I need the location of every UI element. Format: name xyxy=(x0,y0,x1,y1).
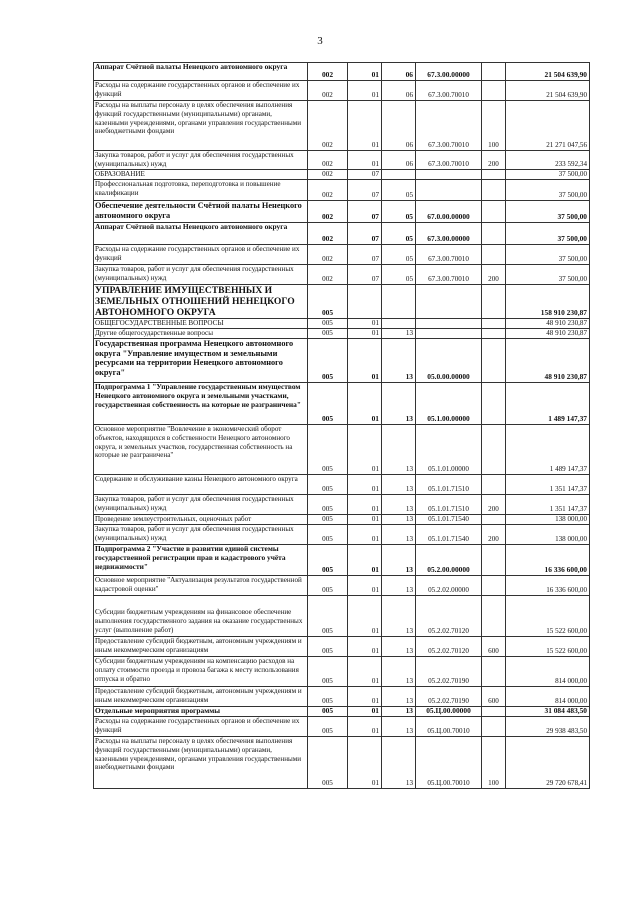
row-section-code: 01 xyxy=(348,151,382,170)
table-row xyxy=(94,81,590,101)
row-section-code: 01 xyxy=(348,329,382,339)
row-section-code: 01 xyxy=(348,707,382,717)
row-ved-code: 002 xyxy=(308,63,348,81)
row-subsection-code: 06 xyxy=(382,81,416,101)
row-name: Закупка товаров, работ и услуг для обеспечения государственных (муниципальных) нужд xyxy=(94,495,308,515)
row-name: Подпрограмма 1 "Управление государственным имуществом Ненецкого автономного округа и земельными участками, государственная собственность на которые не разграничена" xyxy=(94,383,308,425)
row-expense-type-code: 100 xyxy=(482,101,506,151)
row-ved-code: 005 xyxy=(308,285,348,319)
row-name: Профессиональная подготовка, переподготовка и повышение квалификации xyxy=(94,180,308,201)
row-ved-code: 005 xyxy=(308,737,348,789)
row-name: Закупка товаров, работ и услуг для обеспечения государственных (муниципальных) нужд xyxy=(94,265,308,285)
row-subsection-code: 13 xyxy=(382,475,416,495)
row-expense-type-code: 200 xyxy=(482,151,506,170)
row-ved-code: 005 xyxy=(308,717,348,737)
row-amount: 29 720 678,41 xyxy=(506,737,590,789)
row-target-code: 67.0.00.00000 xyxy=(416,201,482,223)
row-ved-code: 005 xyxy=(308,475,348,495)
row-ved-code: 005 xyxy=(308,545,348,576)
row-subsection-code: 13 xyxy=(382,596,416,637)
row-section-code: 01 xyxy=(348,339,382,383)
row-amount: 37 500,00 xyxy=(506,265,590,285)
row-amount: 48 910 230,87 xyxy=(506,339,590,383)
table-row xyxy=(94,285,590,319)
row-amount: 1 351 147,37 xyxy=(506,475,590,495)
table-row xyxy=(94,707,590,717)
table-body xyxy=(94,63,590,789)
row-target-code: 67.3.00.70010 xyxy=(416,265,482,285)
row-ved-code: 002 xyxy=(308,101,348,151)
row-subsection-code: 13 xyxy=(382,576,416,596)
row-expense-type-code: 200 xyxy=(482,525,506,545)
row-ved-code: 005 xyxy=(308,637,348,657)
row-target-code: 05.0.00.00000 xyxy=(416,339,482,383)
row-target-code: 05.Ц.00.70010 xyxy=(416,717,482,737)
row-section-code: 01 xyxy=(348,637,382,657)
row-target-code: 05.Ц.00.70010 xyxy=(416,737,482,789)
row-section-code: 01 xyxy=(348,525,382,545)
table-row xyxy=(94,687,590,707)
row-target-code: 05.2.00.00000 xyxy=(416,545,482,576)
row-amount: 15 522 600,00 xyxy=(506,637,590,657)
row-ved-code: 005 xyxy=(308,687,348,707)
row-target-code xyxy=(416,329,482,339)
row-subsection-code: 06 xyxy=(382,151,416,170)
table-row xyxy=(94,63,590,81)
row-ved-code: 005 xyxy=(308,383,348,425)
row-name: Содержание и обслуживание казны Ненецкого автономного округа xyxy=(94,475,308,495)
row-ved-code: 005 xyxy=(308,707,348,717)
row-target-code: 05.2.02.70190 xyxy=(416,687,482,707)
row-expense-type-code: 200 xyxy=(482,265,506,285)
row-target-code xyxy=(416,170,482,180)
row-name: Основное мероприятие "Актуализация результатов государственной кадастровой оценки" xyxy=(94,576,308,596)
row-section-code: 01 xyxy=(348,81,382,101)
table-row xyxy=(94,383,590,425)
row-subsection-code: 13 xyxy=(382,339,416,383)
table-row xyxy=(94,223,590,245)
table-row xyxy=(94,657,590,687)
row-name: Основное мероприятие "Вовлечение в экономический оборот объектов, находящихся в собственности Ненецкого автономного округа, и земельных участков, государственная собственность на которые не разграничена" xyxy=(94,425,308,475)
row-expense-type-code xyxy=(482,596,506,637)
row-expense-type-code xyxy=(482,329,506,339)
row-name: Расходы на выплаты персоналу в целях обеспечения выполнения функций государственными (муниципальными) органами, казенными учреждениями, органами управления государственными внебюджетными фондами xyxy=(94,101,308,151)
row-amount: 814 000,00 xyxy=(506,687,590,707)
row-name: УПРАВЛЕНИЕ ИМУЩЕСТВЕННЫХ И ЗЕМЕЛЬНЫХ ОТНОШЕНИЙ НЕНЕЦКОГО АВТОНОМНОГО ОКРУГА xyxy=(94,285,308,319)
row-expense-type-code xyxy=(482,81,506,101)
row-name: Другие общегосударственные вопросы xyxy=(94,329,308,339)
row-subsection-code: 13 xyxy=(382,707,416,717)
row-ved-code: 002 xyxy=(308,201,348,223)
row-name: Предоставление субсидий бюджетным, автономным учреждениям и иным некоммерческим организациям xyxy=(94,687,308,707)
row-amount: 1 489 147,37 xyxy=(506,383,590,425)
row-ved-code: 005 xyxy=(308,329,348,339)
row-section-code: 01 xyxy=(348,425,382,475)
row-section-code: 01 xyxy=(348,545,382,576)
row-ved-code: 002 xyxy=(308,81,348,101)
row-section-code: 07 xyxy=(348,265,382,285)
row-amount: 16 336 600,00 xyxy=(506,576,590,596)
row-amount: 1 351 147,37 xyxy=(506,495,590,515)
table-row xyxy=(94,265,590,285)
row-subsection-code: 05 xyxy=(382,245,416,265)
row-section-code: 01 xyxy=(348,63,382,81)
row-section-code: 01 xyxy=(348,515,382,525)
table-row xyxy=(94,425,590,475)
row-section-code: 01 xyxy=(348,475,382,495)
table-row xyxy=(94,525,590,545)
row-amount: 31 084 483,50 xyxy=(506,707,590,717)
row-expense-type-code xyxy=(482,475,506,495)
row-subsection-code: 06 xyxy=(382,101,416,151)
row-ved-code: 005 xyxy=(308,576,348,596)
row-target-code: 67.3.00.00000 xyxy=(416,223,482,245)
row-name: Субсидии бюджетным учреждениям на компенсацию расходов на оплату стоимости проезда и провоза багажа к месту использования отпуска и обратно xyxy=(94,657,308,687)
budget-table xyxy=(93,62,590,789)
row-target-code: 05.Ц.00.00000 xyxy=(416,707,482,717)
row-ved-code: 005 xyxy=(308,425,348,475)
row-name: Расходы на содержание государственных органов и обеспечение их функций xyxy=(94,81,308,101)
row-name: Проведение землеустроительных, оценочных работ xyxy=(94,515,308,525)
row-amount: 814 000,00 xyxy=(506,657,590,687)
row-subsection-code: 13 xyxy=(382,515,416,525)
row-name: Аппарат Счётной палаты Ненецкого автономного округа xyxy=(94,223,308,245)
row-subsection-code: 13 xyxy=(382,637,416,657)
row-section-code: 07 xyxy=(348,201,382,223)
row-expense-type-code xyxy=(482,339,506,383)
row-subsection-code: 13 xyxy=(382,329,416,339)
table-row xyxy=(94,717,590,737)
row-subsection-code: 13 xyxy=(382,657,416,687)
row-subsection-code: 13 xyxy=(382,495,416,515)
row-name: ОБЩЕГОСУДАРСТВЕННЫЕ ВОПРОСЫ xyxy=(94,319,308,329)
row-amount: 37 500,00 xyxy=(506,223,590,245)
row-section-code: 07 xyxy=(348,170,382,180)
row-expense-type-code xyxy=(482,319,506,329)
row-target-code: 05.1.01.71510 xyxy=(416,475,482,495)
row-name: Расходы на содержание государственных органов и обеспечение их функций xyxy=(94,245,308,265)
row-expense-type-code xyxy=(482,180,506,201)
row-expense-type-code xyxy=(482,223,506,245)
row-subsection-code: 05 xyxy=(382,223,416,245)
row-name: Обеспечение деятельности Счётной палаты Ненецкого автономного округа xyxy=(94,201,308,223)
table-row xyxy=(94,515,590,525)
row-expense-type-code: 600 xyxy=(482,687,506,707)
row-name: Подпрограмма 2 "Участие в развитии единой системы государственной регистрации прав и кадастрового учёта недвижимости" xyxy=(94,545,308,576)
row-target-code: 05.1.01.71540 xyxy=(416,515,482,525)
row-section-code: 01 xyxy=(348,319,382,329)
row-target-code: 05.1.00.00000 xyxy=(416,383,482,425)
row-amount: 37 500,00 xyxy=(506,170,590,180)
row-expense-type-code xyxy=(482,201,506,223)
row-target-code: 05.2.02.00000 xyxy=(416,576,482,596)
row-ved-code: 005 xyxy=(308,495,348,515)
row-ved-code: 002 xyxy=(308,223,348,245)
table-row xyxy=(94,495,590,515)
table-row xyxy=(94,319,590,329)
row-target-code: 05.2.02.70120 xyxy=(416,637,482,657)
row-target-code xyxy=(416,180,482,201)
row-amount: 21 504 639,90 xyxy=(506,81,590,101)
row-name: Расходы на выплаты персоналу в целях обеспечения выполнения функций государственными (муниципальными) органами, казенными учреждениями, органами управления государственными внебюджетными фондами xyxy=(94,737,308,789)
row-target-code: 67.3.00.70010 xyxy=(416,81,482,101)
row-target-code: 67.3.00.70010 xyxy=(416,151,482,170)
row-ved-code: 002 xyxy=(308,170,348,180)
row-subsection-code: 13 xyxy=(382,737,416,789)
row-target-code: 05.2.02.70190 xyxy=(416,657,482,687)
row-subsection-code: 13 xyxy=(382,525,416,545)
row-expense-type-code xyxy=(482,576,506,596)
row-target-code: 05.1.01.00000 xyxy=(416,425,482,475)
row-ved-code: 005 xyxy=(308,596,348,637)
row-expense-type-code xyxy=(482,170,506,180)
table-row xyxy=(94,737,590,789)
row-ved-code: 005 xyxy=(308,515,348,525)
row-section-code: 01 xyxy=(348,657,382,687)
row-amount: 233 592,34 xyxy=(506,151,590,170)
row-section-code: 01 xyxy=(348,717,382,737)
row-amount: 48 910 230,87 xyxy=(506,329,590,339)
row-amount: 21 271 047,56 xyxy=(506,101,590,151)
row-name: Предоставление субсидий бюджетным, автономным учреждениям и иным некоммерческим организациям xyxy=(94,637,308,657)
table-row xyxy=(94,245,590,265)
row-ved-code: 002 xyxy=(308,151,348,170)
row-expense-type-code xyxy=(482,545,506,576)
row-subsection-code: 05 xyxy=(382,201,416,223)
row-ved-code: 005 xyxy=(308,339,348,383)
row-amount: 37 500,00 xyxy=(506,245,590,265)
table-row xyxy=(94,201,590,223)
row-target-code: 05.2.02.70120 xyxy=(416,596,482,637)
table-row xyxy=(94,545,590,576)
row-section-code: 01 xyxy=(348,737,382,789)
row-section-code: 01 xyxy=(348,383,382,425)
row-subsection-code: 13 xyxy=(382,545,416,576)
row-ved-code: 002 xyxy=(308,265,348,285)
row-subsection-code: 13 xyxy=(382,717,416,737)
table-row xyxy=(94,170,590,180)
row-expense-type-code: 100 xyxy=(482,737,506,789)
table-row xyxy=(94,596,590,637)
table-row xyxy=(94,329,590,339)
row-section-code: 07 xyxy=(348,180,382,201)
row-expense-type-code xyxy=(482,515,506,525)
table-row xyxy=(94,637,590,657)
row-expense-type-code: 200 xyxy=(482,495,506,515)
row-subsection-code xyxy=(382,285,416,319)
row-expense-type-code xyxy=(482,425,506,475)
row-name: Отдельные мероприятия программы xyxy=(94,707,308,717)
row-target-code: 67.3.00.70010 xyxy=(416,245,482,265)
row-expense-type-code xyxy=(482,707,506,717)
row-amount: 21 504 639,90 xyxy=(506,63,590,81)
row-name: Аппарат Счётной палаты Ненецкого автономного округа xyxy=(94,63,308,81)
row-ved-code: 005 xyxy=(308,525,348,545)
row-expense-type-code xyxy=(482,383,506,425)
row-amount: 37 500,00 xyxy=(506,180,590,201)
table-row xyxy=(94,339,590,383)
row-expense-type-code xyxy=(482,63,506,81)
table-row xyxy=(94,151,590,170)
row-ved-code: 005 xyxy=(308,319,348,329)
row-name: Субсидии бюджетным учреждениям на финансовое обеспечение выполнения государственного задания на оказание государственных услуг (выполнение работ) xyxy=(94,596,308,637)
row-amount: 16 336 600,00 xyxy=(506,545,590,576)
row-expense-type-code: 600 xyxy=(482,637,506,657)
row-amount: 48 910 230,87 xyxy=(506,319,590,329)
row-subsection-code: 05 xyxy=(382,265,416,285)
row-amount: 29 938 483,50 xyxy=(506,717,590,737)
row-section-code: 07 xyxy=(348,223,382,245)
row-amount: 138 000,00 xyxy=(506,525,590,545)
row-section-code xyxy=(348,285,382,319)
row-subsection-code: 13 xyxy=(382,383,416,425)
row-subsection-code xyxy=(382,170,416,180)
row-section-code: 01 xyxy=(348,687,382,707)
table-row xyxy=(94,475,590,495)
row-subsection-code: 06 xyxy=(382,63,416,81)
row-amount: 15 522 600,00 xyxy=(506,596,590,637)
row-subsection-code xyxy=(382,319,416,329)
row-amount: 158 910 230,87 xyxy=(506,285,590,319)
row-target-code xyxy=(416,319,482,329)
row-section-code: 01 xyxy=(348,101,382,151)
page-number: 3 xyxy=(317,35,323,47)
row-expense-type-code xyxy=(482,717,506,737)
row-target-code: 67.3.00.00000 xyxy=(416,63,482,81)
row-target-code xyxy=(416,285,482,319)
row-ved-code: 005 xyxy=(308,657,348,687)
row-amount: 138 000,00 xyxy=(506,515,590,525)
row-target-code: 05.1.01.71510 xyxy=(416,495,482,515)
table-row xyxy=(94,101,590,151)
row-section-code: 01 xyxy=(348,576,382,596)
row-expense-type-code xyxy=(482,285,506,319)
row-section-code: 07 xyxy=(348,245,382,265)
row-section-code: 01 xyxy=(348,596,382,637)
row-name: Закупка товаров, работ и услуг для обеспечения государственных (муниципальных) нужд xyxy=(94,525,308,545)
row-name: Закупка товаров, работ и услуг для обеспечения государственных (муниципальных) нужд xyxy=(94,151,308,170)
row-expense-type-code xyxy=(482,245,506,265)
row-target-code: 67.3.00.70010 xyxy=(416,101,482,151)
row-subsection-code: 13 xyxy=(382,687,416,707)
row-section-code: 01 xyxy=(348,495,382,515)
row-amount: 1 489 147,37 xyxy=(506,425,590,475)
table-row xyxy=(94,180,590,201)
table-row xyxy=(94,576,590,596)
row-target-code: 05.1.01.71540 xyxy=(416,525,482,545)
row-name: ОБРАЗОВАНИЕ xyxy=(94,170,308,180)
row-expense-type-code xyxy=(482,657,506,687)
row-subsection-code: 05 xyxy=(382,180,416,201)
row-name: Государственная программа Ненецкого автономного округа "Управление имуществом и земельными ресурсами на территории Ненецкого автономного округа" xyxy=(94,339,308,383)
row-ved-code: 002 xyxy=(308,180,348,201)
row-amount: 37 500,00 xyxy=(506,201,590,223)
row-name: Расходы на содержание государственных органов и обеспечение их функций xyxy=(94,717,308,737)
row-ved-code: 002 xyxy=(308,245,348,265)
row-subsection-code: 13 xyxy=(382,425,416,475)
